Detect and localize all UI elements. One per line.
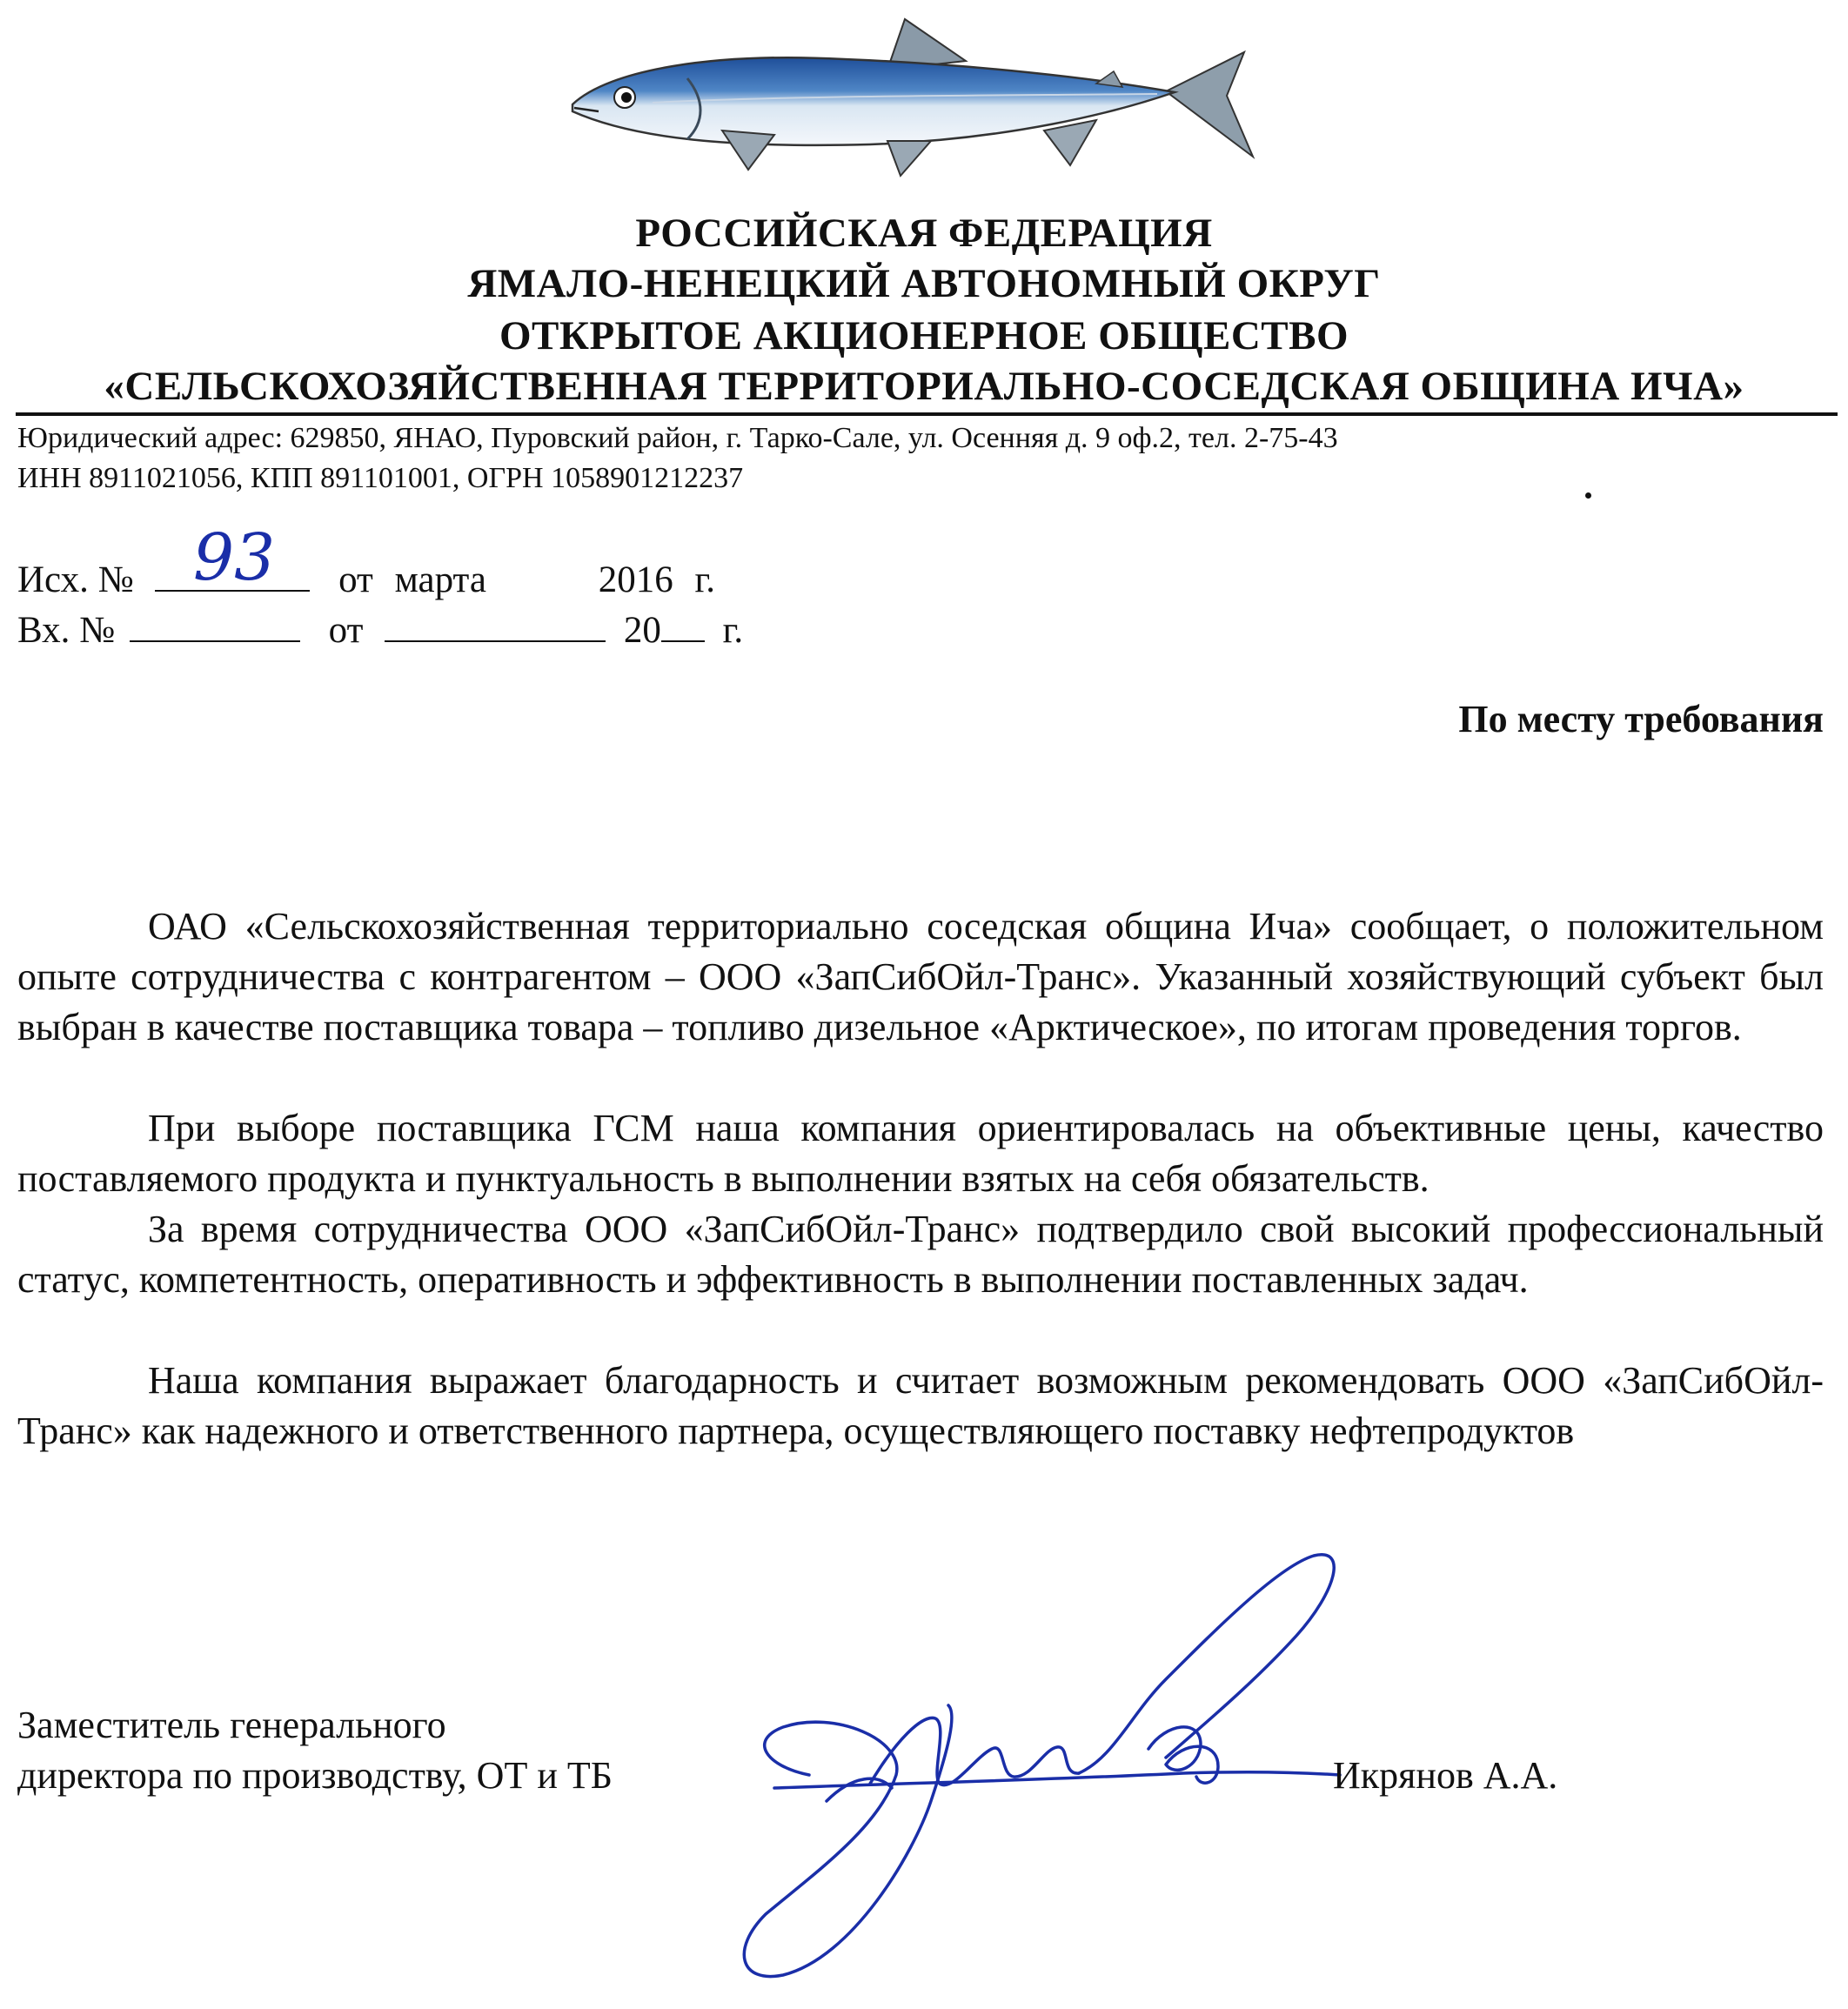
outgoing-from-label: от — [338, 559, 373, 600]
incoming-registration — [17, 606, 800, 653]
outgoing-year: 2016 — [598, 559, 673, 600]
incoming-year-line — [661, 606, 705, 642]
signatory-title-line-1: Заместитель генерального — [17, 1704, 446, 1746]
handwritten-signature — [713, 1540, 1375, 1992]
header-org-type: ОТКРЫТОЕ АКЦИОНЕРНОЕ ОБЩЕСТВО — [499, 313, 1349, 358]
addressee: По месту требования — [1458, 698, 1824, 740]
outgoing-registration — [17, 555, 800, 603]
incoming-date-line — [385, 606, 606, 642]
header-country: РОССИЙСКАЯ ФЕДЕРАЦИЯ — [635, 211, 1213, 256]
outgoing-label: Исх. № — [17, 559, 134, 600]
body-paragraph-4: Наша компания выражает благодарность и считает возможным рекомендовать ООО «ЗапСибОйл-Транс» как надежного и ответственного партнера, осуществляющего поставку нефтепродуктов — [17, 1359, 1824, 1452]
incoming-year-prefix: 20 — [623, 610, 661, 651]
body-paragraph-1: ОАО «Сельскохозяйственная территориально соседская община Ича» сообщает, о положительном опыте сотрудничества с контрагентом – ООО «ЗапСибОйл-Транс». Указанный хозяйствующий субъект был выбран в качестве поставщика товара – топливо дизельное «Арктическое», по итогам проведения торгов. — [17, 905, 1824, 1048]
outgoing-number-handwritten — [190, 522, 294, 600]
outgoing-number: 93 — [193, 522, 276, 595]
ink-dot — [1585, 492, 1591, 499]
header-divider — [16, 412, 1838, 416]
header-org-name: «СЕЛЬСКОХОЗЯЙСТВЕННАЯ ТЕРРИТОРИАЛЬНО-СОСЕДСКАЯ ОБЩИНА ИЧА» — [104, 364, 1744, 409]
legal-address: Юридический адрес: 629850, ЯНАО, Пуровский район, г. Тарко-Сале, ул. Осенняя д. 9 оф.2, тел. 2-75-43 — [17, 422, 1338, 454]
incoming-number-line — [130, 606, 300, 642]
outgoing-month: марта — [394, 559, 486, 600]
fish-logo-icon — [557, 9, 1305, 183]
outgoing-year-suffix: г. — [694, 559, 715, 600]
signatory-name: Икрянов А.А. — [1333, 1754, 1558, 1797]
incoming-from-label: от — [328, 610, 364, 651]
signatory-title-line-2: директора по производству, ОТ и ТБ — [17, 1754, 613, 1797]
header-region: ЯМАЛО-НЕНЕЦКИЙ АВТОНОМНЫЙ ОКРУГ — [467, 261, 1381, 306]
body-paragraph-2: При выборе поставщика ГСМ наша компания ориентировалась на объективные цены, качество поставляемого продукта и пунктуальность в выполнении взятых на себя обязательств. — [17, 1107, 1824, 1200]
body-paragraph-3: За время сотрудничества ООО «ЗапСибОйл-Транс» подтвердило свой высокий профессиональный статус, компетентность, оперативность и эффективность в выполнении поставленных задач. — [17, 1208, 1824, 1301]
incoming-year-suffix: г. — [722, 610, 744, 651]
incoming-label: Вх. № — [17, 610, 116, 651]
registration-ids: ИНН 8911021056, КПП 891101001, ОГРН 1058901212237 — [17, 462, 744, 494]
